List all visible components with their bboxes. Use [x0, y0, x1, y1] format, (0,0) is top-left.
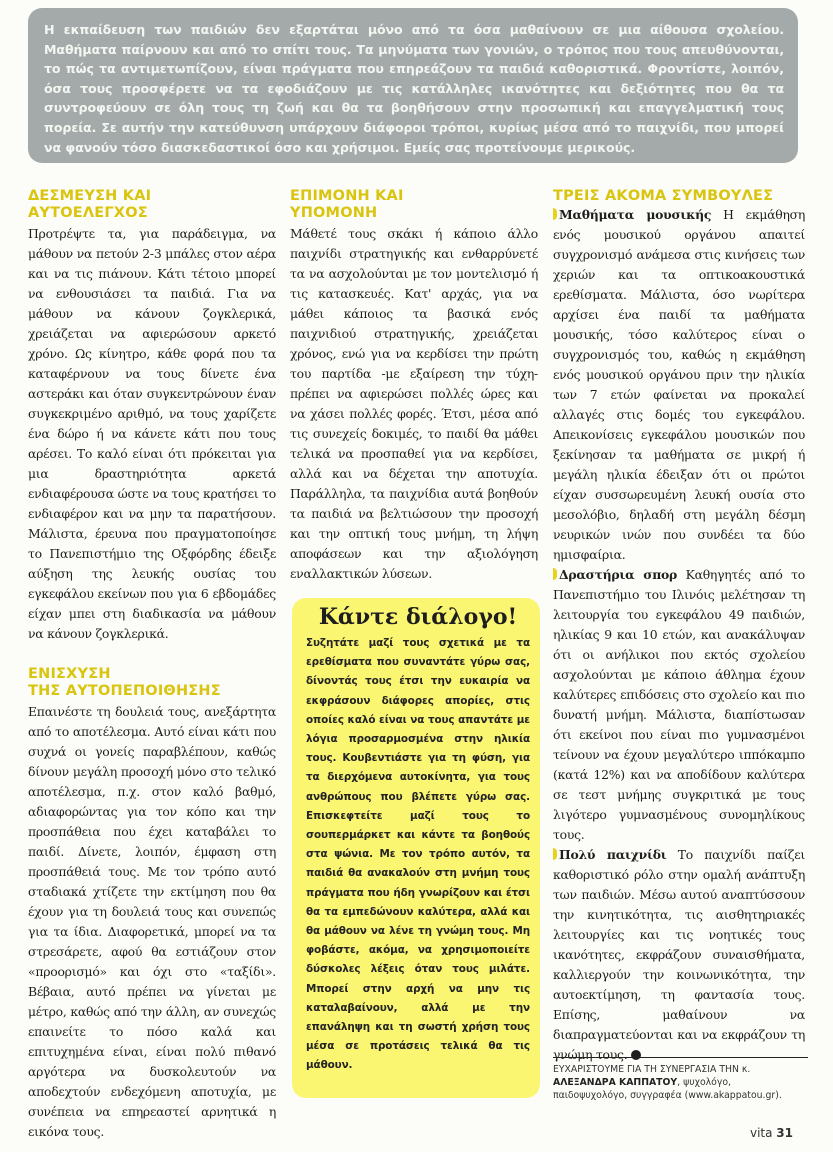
page-number: 31 [776, 1126, 793, 1140]
tip-play [553, 845, 805, 1065]
intro-panel [28, 8, 798, 163]
column-right [553, 188, 805, 1065]
dialogue-box [292, 598, 540, 1098]
heading-persistence [290, 188, 538, 222]
heading-commitment [28, 188, 276, 222]
dialogue-title: Κάντε διάλογο! [318, 604, 518, 630]
tip-body: Το παιχνίδι παίζει καθοριστικό ρόλο στην ομαλή ανάπτυξη των παιδιών. Μέσω αυτού αναπτύσσουν την κινητικότητα, τις αισθητηριακές λειτουργίες και τις νοητικές τους ικανότητες, εκφράζουν συναισθήματα, καλλιεργούν την κοινωνικότητα, την αυτοεκτίμηση, τη φαντασία τους. Επίσης, μαθαίνουν να διαπραγματεύονται και να εκφράζουν τη γνώμη τους. [553, 847, 805, 1062]
dialogue-body: Συζητάτε μαζί τους σχετικά με τα ερεθίσματα που συναντάτε γύρω σας, δίνοντάς τους έτσι την ευκαιρία να εκφράσουν διάφορες απορίες, στις οποίες καλό είναι να τους απαντάτε με λόγια προσαρμοσμένα στην ηλικία τους. Κουβεντιάστε για τη φύση, για τα διερχόμενα αυτοκίνητα, για τους ανθρώπους που βλέπετε γύρω σας. Επισκεφτείτε μαζί τους το σουπερμάρκετ και κάντε τα βοηθούς στα ψώνια. Με τον τρόπο αυτόν, τα παιδιά θα ανακαλούν στη μνήμη τους πράγματα που ήδη γνωρίζουν και έτσι θα τα εμπεδώνουν καλύτερα, αλλά και θα μάθουν να λένε τη γνώμη τους. Μη φοβάστε, ακόμα, να χρησιμοποιείτε δύσκολες λέξεις όταν τους μιλάτε. Μπορεί στην αρχή να μην τις καταλαβαίνουν, αλλά με την επανάληψη και τη σωστή χρήση τους μέσα σε προτάσεις τελικά θα τις μάθουν. [306, 637, 530, 1072]
confidence-body: Επαινέστε τη δουλειά τους, ανεξάρτητα από το αποτέλεσμα. Αυτό είναι κάτι που συχνά οι γονείς παραβλέπουν, καθώς δίνουν μεγάλη προσοχή μόνο στο τελικό αποτέλεσμα, π.χ. στον καλό βαθμό, αδιαφορώντας για τον κόπο και την προσπάθεια που έχει καταβάλει το παιδί. Δίνετε, λοιπόν, έμφαση στη προσπάθειά τους. Με τον τρόπο αυτό σταδιακά χτίζετε την εκτίμηση που θα έχουν για τη δουλειά τους και συνεπώς για τα ίδια. Διαφορετικά, μπορεί να τα στρεσάρετε, αφού θα εστιάζουν στον «προορισμό» και όχι στο «ταξίδι». Βέβαια, αυτό πρέπει να γίνεται με μέτρο, καθώς από την άλλη, αν συνεχώς επαινείτε το πόσο καλά και επιτυχημένα είναι, είναι πολύ πιθανό αργότερα να δυσκολευτούν να αποδεχτούν ενδεχόμενη αποτυχία, με συνέπεια να επηρεαστεί αρνητικά η εικόνα τους. [28, 704, 276, 1139]
credit-name: ΑΛΕΞΑΝΔΡΑ ΚΑΠΠΑΤΟΥ [553, 1077, 678, 1088]
credit-suffix: , ψυχολόγο, παιδοψυχολόγο, συγγραφέα (www.akappatou.gr). [553, 1077, 782, 1101]
tip-body: Καθηγητές από το Πανεπιστήμιο του Ιλινόις μελέτησαν τη λειτουργία του εγκεφάλου 49 παιδιών, ηλικίας 9 και 10 ετών, και ανακάλυψαν ότι οι ανήλικοι που εκτός σχολείου ασχολούνται με κάποιο άθλημα έχουν καλύτερες επιδόσεις στο σχολείο και πιο δυνατή μνήμη. Μάλιστα, διαπίστωσαν ότι εκείνοι που είναι πιο γυμνασμένοι τείνουν να έχουν μεγαλύτερο ιππόκαμπο (κατά 12%) και να αποδίδουν καλύτερα σε τεστ μνήμης συγκριτικά με τους λιγότερο γυμνασμένους συνομηλίκους τους. [553, 567, 805, 842]
credit-prefix: ΕΥΧΑΡΙΣΤΟΥΜΕ ΓΙΑ ΤΗ ΣΥΝΕΡΓΑΣΙΑ ΤΗΝ κ. [553, 1064, 751, 1075]
bullet-marker-icon [553, 208, 557, 220]
column-middle [290, 188, 538, 584]
intro-text: Η εκπαίδευση των παιδιών δεν εξαρτάται μόνο από τα όσα μαθαίνουν σε μια αίθουσα σχολείου. Μαθήματα παίρνουν και από το σπίτι τους. Τα μηνύματα των γονιών, ο τρόπος που τους απευθύνονται, το πώς τα αντιμετωπίζουν, είναι πράγματα που επηρεάζουν τα παιδιά καθοριστικά. Φροντίστε, λοιπόν, όσα τους προσφέρετε να τα εφοδιάζουν με τις κατάλληλες ικανότητες και δεξιότητες που θα τα συντροφεύουν σε όλη τους τη ζωή και θα τα βοηθήσουν στην προσωπική και επαγγελματική τους πορεία. Σε αυτήν την κατεύθυνση υπάρχουν διάφοροι τρόποι, κυρίως μέσα από το παιχνίδι, που μπορεί να φανούν τόσο διασκεδαστικοί όσο και χρήσιμοι. Εμείς σας προτείνουμε μερικούς. [44, 22, 784, 155]
tip-title: Δραστήρια σπορ [559, 567, 678, 582]
column-left [28, 188, 276, 1142]
magazine-name: vita [749, 1126, 773, 1140]
heading-line: ΔΕΣΜΕΥΣΗ ΚΑΙ [28, 188, 152, 204]
bullet-marker-icon [553, 848, 557, 860]
heading-line: ΕΠΙΜΟΝΗ ΚΑΙ [290, 188, 404, 204]
credit-note [553, 1057, 808, 1102]
heading-confidence [28, 666, 276, 700]
heading-line: ΑΥΤΟΕΛΕΓΧΟΣ [28, 205, 148, 221]
tip-music [553, 205, 805, 565]
tip-body: Η εκμάθηση ενός μουσικού οργάνου απαιτεί συγχρονισμό ανάμεσα στις κινήσεις των χεριών και τα οπτικοακουστικά ερεθίσματα. Μάλιστα, όσο νωρίτερα αρχίσει ένα παιδί τα μαθήματα μουσικής, τόσο καλύτερος είναι ο συγχρονισμός του, καθώς η εκμάθηση ενός μουσικού οργάνου πριν την ηλικία των 7 ετών φαίνεται να προκαλεί αλλαγές στις δομές του εγκεφάλου. Απεικονίσεις εγκεφάλου μουσικών που ξεκίνησαν τα μαθήματα σε μικρή ή μεγάλη ηλικία έδειξαν ότι οι πρώτοι είχαν συσσωρευμένη λευκή ουσία στο μεσολόβιο, δηλαδή στη μεγάλη δέσμη νευρικών ινών που συνδέει τα δύο ημισφαίρια. [553, 207, 805, 562]
page-footer [750, 1126, 793, 1140]
commitment-body: Προτρέψτε τα, για παράδειγμα, να μάθουν να πετούν 2-3 μπάλες στον αέρα και να τις πιάνουν. Κάτι τέτοιο μπορεί να ενθουσιάσει τα παιδιά. Για να μάθουν να κάνουν ζογκλερικά, χρειάζεται να αφιερώσουν αρκετό χρόνο. Ως κίνητρο, κάθε φορά που τα καταφέρνουν να τους δίνετε ένα αστεράκι και όταν συγκεντρώνουν έναν συγκεκριμένο αριθμό, να τους χαρίζετε ένα δώρο ή να κάνετε κάτι που τους αρέσει. Το καλό είναι ότι πρόκειται για μια δραστηριότητα αρκετά ενδιαφέρουσα ώστε να τους κρατήσει το ενδιαφέρον και να μην τα παρατήσουν. Μάλιστα, έρευνα που πραγματοποίησε το Πανεπιστήμιο της Οξφόρδης έδειξε αύξηση της λευκής ουσίας του εγκεφάλου εκείνων που για 6 εβδομάδες είχαν μπει στη διαδικασία να μάθουν να κάνουν ζογκλερικά. [28, 226, 276, 641]
tip-sports [553, 565, 805, 845]
persistence-body: Μάθετέ τους σκάκι ή κάποιο άλλο παιχνίδι στρατηγικής και ενθαρρύνετέ τα να ασχολούνται με τον μοντελισμό ή τις κατασκευές. Κατ' αρχάς, για να μάθει κάποιος τα βασικά ενός παιχνιδιού στρατηγικής, χρειάζεται χρόνος, ενώ για να κερδίσει την πρώτη του παρτίδα -με εξαίρεση την τύχη- πρέπει να αφιερώσει πολλές ώρες και να χάσει πολλές φορές. Έτσι, μέσα από τις συνεχείς δοκιμές, το παιδί θα μάθει τελικά να προσπαθεί για να κερδίσει, αλλά και να δέχεται την αποτυχία. Παράλληλα, τα παιχνίδια αυτά βοηθούν τα παιδιά να βελτιώσουν την προσοχή και την οπτική τους μνήμη, τη λήψη αποφάσεων και την αξιολόγηση εναλλακτικών λύσεων. [290, 226, 538, 581]
heading-line: ΤΗΣ ΑΥΤΟΠΕΠΟΙΘΗΣΗΣ [28, 683, 221, 699]
heading-line: ΥΠΟΜΟΝΗ [290, 205, 378, 221]
tip-title: Πολύ παιχνίδι [559, 847, 667, 862]
bullet-marker-icon [553, 568, 557, 580]
heading-more-tips: ΤΡΕΙΣ ΑΚΟΜΑ ΣΥΜΒΟΥΛΕΣ [553, 188, 774, 204]
heading-line: ΕΝΙΣΧΥΣΗ [28, 666, 111, 682]
tip-title: Μαθήματα μουσικής [559, 207, 712, 222]
